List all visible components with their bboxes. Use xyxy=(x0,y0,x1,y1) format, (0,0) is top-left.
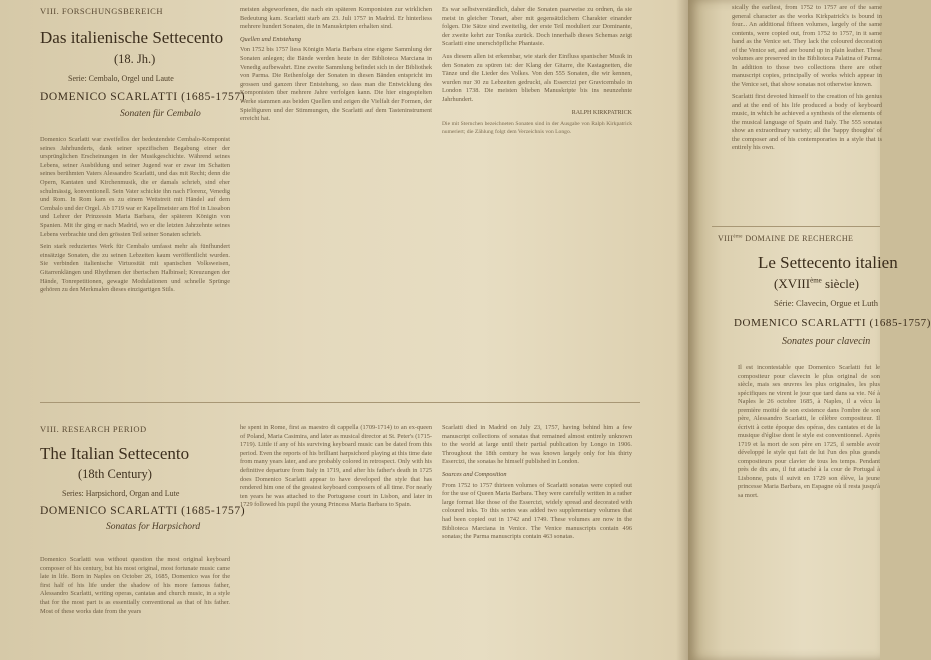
german-work: Sonaten für Cembalo xyxy=(120,108,201,119)
german-footnote: Die mit Sternchen bezeichneten Sonaten sind in der Ausgabe von Ralph Kirkpatrick numeriert; die Zählung folgt dem Verzeichnis von Longo. xyxy=(442,121,632,135)
english-col3-paragraph-1: Scarlatti died in Madrid on July 23, 1757, having behind him a few manuscript collections of sonatas that remained almost entirely unknown to the world at large until their partial publication by Longo in 1906. Throughout the 18th century he was known largely only for his thirty Essercizi, the sonatas he himself published in London. xyxy=(442,424,632,466)
german-title: Das italienische Settecento xyxy=(40,28,224,47)
german-column-2 xyxy=(240,6,432,384)
french-period: VIIIème DOMAINE DE RECHERCHE xyxy=(718,234,854,243)
english-series: Series: Harpsichord, Organ and Lute xyxy=(62,488,180,498)
german-period: VIII. FORSCHUNGSBEREICH xyxy=(40,6,163,16)
english-col1-paragraph-1: Domenico Scarlatti was without question the most original keyboard composer of his century, but his most original, most fortunate music came late in life. Born in Naples on October 26, 1685, Domenico was for the first half of his life under the shadow of his more famous father, Alessandro Scarlatti, writing operas, cantatas and church music, in a style that for the most part is as essentially conventional as that of his father. Most of these works date from the years xyxy=(40,556,230,615)
english-column-1 xyxy=(40,556,230,656)
french-body-column xyxy=(738,364,880,656)
german-subtitle: (18. Jh.) xyxy=(114,51,156,66)
french-work: Sonates pour clavecin xyxy=(782,336,871,347)
german-col3-paragraph-1: Es war selbstverständlich, daher die Sonaten paarweise zu ordnen, da sie meist in gleicher Tonart, aber mit gegensätzlichem Charakter einander folgen. Die Sätze sind zweiteilig, der erste Teil moduliert zur Dominante, der zweite kehrt zur Tonika zurück. Doch innerhalb dieses Schemas zeigt Scarlatti eine unerschöpfliche Phantasie. xyxy=(442,6,632,48)
french-top-paragraph-1: sically the earliest, from 1752 to 1757 are of the same general character as the works Kirkpatrick's is bound in four... An additional fifteen volumes, largely of the same contents, were copied out, from 1752 to 1757, in it same hand as the Venice set. They lack the coloured decoration of the Venice set, and are bound up in plain leather. These volumes are preserved in the Biblioteca Palatina of Parma. In addition to those two collections there are other manuscript copies, principally of works which appear in the Venice set, that show sonatas not otherwise known. xyxy=(732,4,882,88)
german-composer: DOMENICO SCARLATTI (1685-1757) xyxy=(40,90,246,103)
english-period: VIII. RESEARCH PERIOD xyxy=(40,424,147,434)
german-col2-paragraph-1: meisten abgeworfenen, die nach ein späteren Komponisten zur wirklichen Bedeutung kam. Scarlatti starb am 23. Juli 1757 in Madrid. Er hinterliess mehrere hundert Sonaten, die in Manuskripten erhalten sind. xyxy=(240,6,432,31)
french-top-paragraph-2: Scarlatti first devoted himself to the creation of his genius and at the end of his life produced a body of keyboard music, in which he achieved a synthesis of the elements of the musical language of Spain and Italy. The 555 sonatas show an extraordinary variety; all the 'happy thoughts' of the composer and of his contemporaries in a style that is entirely his own. xyxy=(732,93,882,151)
german-heading xyxy=(40,6,250,119)
english-sources-heading: Sources and Composition xyxy=(442,470,507,478)
english-column-2 xyxy=(240,424,432,656)
section-divider xyxy=(40,402,640,403)
english-subtitle: (18th Century) xyxy=(78,466,152,481)
right-page xyxy=(688,0,931,660)
french-title: Le Settecento italien xyxy=(758,253,898,272)
german-col1-paragraph-1: Domenico Scarlatti war zweifellos der bedeutendste Cembalo-Komponist seines Jahrhunderts, dank seiner spezifischen Begabung einer der ursprünglichen Erscheinungen in der Musikgeschichte. Während seines Lebens, seiner Ausbildung und seiner Jugend war er zwar im Schatten seines berühmten Vaters Alessandro Scarlatti, und das mit Recht; denn die Opern, Kantaten und Kirchenmusik, die er damals schrieb, sind eher schulmässig, konventionell. Sein Vater schickte ihn nach Florenz, Venedig und Rom. In Rom kam es zu einem Wettstreit mit Händel auf dem Cembalo und der Orgel. Ab 1719 war er Kapellmeister am Hof in Lissabon und Lehrer der Prinzessin Maria Barbara, der späteren Königin von Spanien. Mit ihr ging er nach Madrid, wo er die letzten Jahrzehnte seines Lebens verbrachte und den grössten Teil seiner Sonaten schrieb. xyxy=(40,136,230,238)
french-body-paragraph: Il est incontestable que Domenico Scarlatti fut le compositeur pour clavecin le plus original de son siècle, mais ses œuvres les plus originales, les plus spécifiques ne virent le jour que tard dans sa vie. Né à Naples le 26 octobre 1685, à Naples, il a vécu la première moitié de son existence dans l'ombre de son père, Alessandro Scarlatti, le célèbre compositeur. Il écrivit à cette époque des opéras, des cantates et de la musique d'église dont le style est conventionnel. Après 1719 et la mort de son père en 1725, il semble avoir développé le style qui fait de lui l'un des plus grands compositeurs pour clavier de tous les temps. Pendant près de dix ans, il fut attaché à la cour de Portugal à Lisbonne, puis il suivit en 1729 son élève, la jeune princesse Maria Barbara, en Espagne où il resta jusqu'à sa mort. xyxy=(738,364,880,499)
french-heading xyxy=(718,234,931,347)
english-column-3 xyxy=(442,424,632,656)
french-divider xyxy=(712,226,880,227)
french-composer: DOMENICO SCARLATTI (1685-1757) xyxy=(734,317,931,329)
german-col3-paragraph-2: Aus diesem allen ist erkennbar, wie stark der Einfluss spanischer Musik in den Sonaten zu spüren ist: der Klang der Gitarre, die Kastagnetten, die Tänze und die Lieder des Volkes. Von den 555 Sonaten, die wir kennen, wurden nur 30 zu Lebzeiten gedruckt, als Essercizi per Gravicembalo in London 1738. Die meisten blieben Manuskripte bis ins neunzehnte Jahrhundert. xyxy=(442,52,632,103)
french-top-column xyxy=(732,4,882,190)
french-subtitle: (XVIIIème siècle) xyxy=(774,276,859,291)
english-heading xyxy=(40,424,250,532)
german-credit: RALPH KIRKPATRICK xyxy=(571,109,632,116)
german-col1-paragraph-2: Sein stark reduziertes Werk für Cembalo umfasst mehr als fünfhundert einsätzige Sonaten, die zu seinen Lebzeiten kaum veröffentlicht wurden. Sie verbinden italienische Virtuosität mit spanischen Volksweisen, Gitarrenklängen und Rhythmen der iberischen Halbinsel; Kreuzungen der Hände, Tonrepetitionen, gewagte Modulationen und schnelle Sprünge gehören zu den Merkmalen dieses einzigartigen Stils. xyxy=(40,243,230,294)
german-series: Serie: Cembalo, Orgel und Laute xyxy=(68,73,174,83)
german-col2-paragraph-2: Von 1752 bis 1757 liess Königin Maria Barbara eine eigene Sammlung der Sonaten anlegen; die Bände werden heute in der Biblioteca Marciana in Venedig aufbewahrt. Eine zweite Sammlung befindet sich in der Bibliothek von Parma. Die Reihenfolge der Sonaten in diesen Bänden entspricht im grossen und ganzen ihrer Entstehung, so dass man die Entwicklung des Komponisten über mehrere Jahre verfolgen kann. Die hier eingespielten Werke stammen aus beiden Quellen und zeigen die Vielfalt der Formen, der Spielfiguren und der Stimmungen, die Scarlatti auf dem Tasteninstrument erreicht hat. xyxy=(240,46,432,123)
french-series: Série: Clavecin, Orgue et Luth xyxy=(774,298,878,308)
english-work: Sonatas for Harpsichord xyxy=(106,521,201,532)
english-title: The Italian Settecento xyxy=(40,444,190,463)
german-sources-heading: Quellen und Entstehung xyxy=(240,35,301,43)
english-col2-paragraph-1: he spent in Rome, first as maestro di cappella (1709-1714) to an ex-queen of Poland, Maria Casimira, and later as musical director at St. Peter's (1715-1719). Little if any of his surviving keyboard music can be dated from this period. Even the reports of his brilliant harpsichord playing at this time date from many years later, and are probably colored in retrospect. Only with his definitive departure from Italy in 1719, and after his father's death in 1725 does Domenico Scarlatti appear to have developed the style that has rendered him one of the greatest keyboard composers of all time. For nearly ten years he was attached to the Portuguese court in Lisbon, and later in 1729 followed his pupil the young Princess Maria Barbara to Spain. xyxy=(240,424,432,509)
german-column-1 xyxy=(40,136,230,386)
german-column-3 xyxy=(442,6,632,384)
english-col3-paragraph-2: From 1752 to 1757 thirteen volumes of Scarlatti sonatas were copied out for the use of Queen Maria Barbara. They were carefully written in a rather large format like those of the Essercizi, widely spread and decorated with coloured inks. To this series was added two supplementary volumes that had been copied out in 1742 and 1749. These volumes are now in the Biblioteca Marciana in Venice. The Venice manuscripts contain 496 sonatas; the Parma manuscripts contain 463 sonatas. xyxy=(442,481,632,541)
english-composer: DOMENICO SCARLATTI (1685-1757) xyxy=(40,504,246,517)
